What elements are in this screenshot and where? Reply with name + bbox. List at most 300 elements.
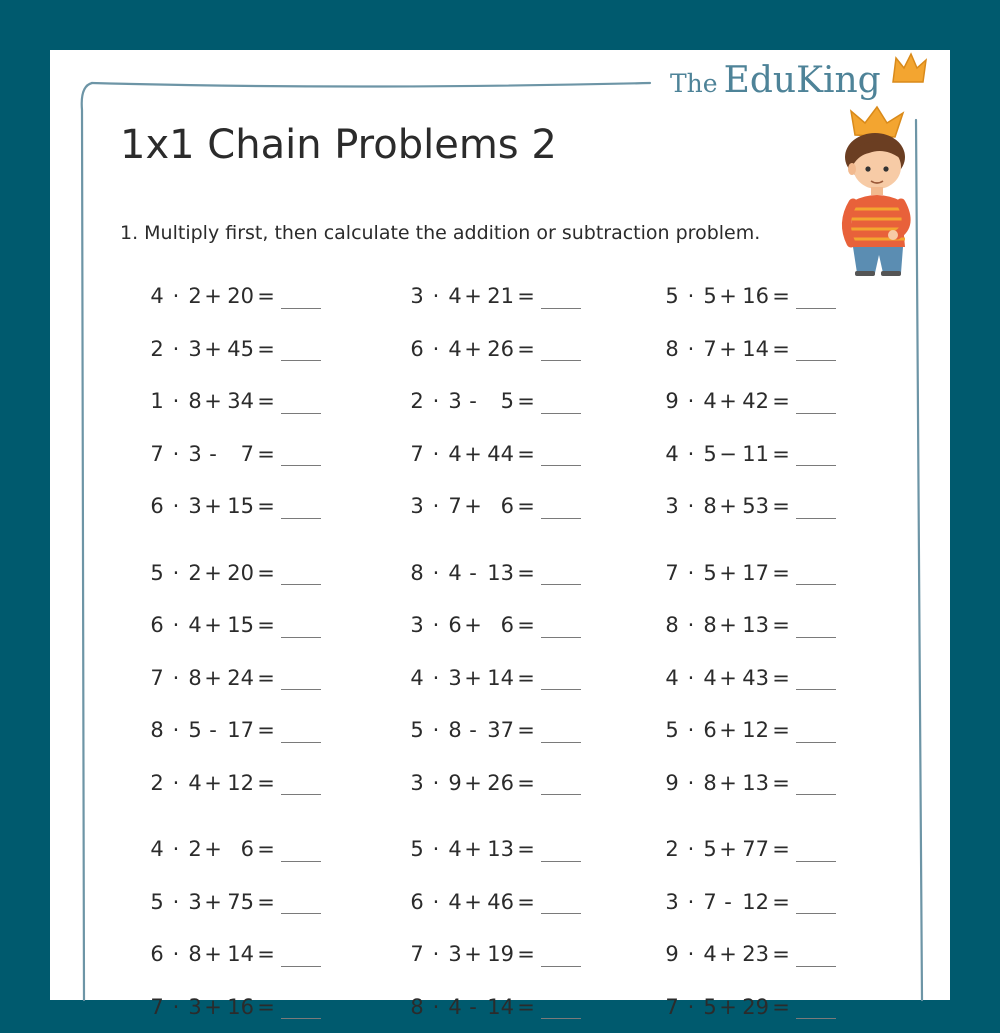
problem-row xyxy=(410,375,620,428)
operator-sign: + xyxy=(202,284,224,308)
page-title: 1x1 Chain Problems 2 xyxy=(120,122,557,168)
answer-blank[interactable] xyxy=(541,770,581,795)
answer-blank[interactable] xyxy=(796,770,836,795)
factor-1: 3 xyxy=(665,890,679,914)
factor-1: 8 xyxy=(410,995,424,1019)
crown-icon xyxy=(890,52,930,86)
multiply-sign: · xyxy=(424,942,448,966)
king-mascot-icon xyxy=(833,105,923,277)
problem-row xyxy=(410,823,620,876)
problem-row xyxy=(665,757,875,810)
addend: 14 xyxy=(484,995,514,1019)
equals-sign: = xyxy=(514,837,538,861)
operator-sign: + xyxy=(462,442,484,466)
factor-1: 4 xyxy=(410,666,424,690)
answer-blank[interactable] xyxy=(796,494,836,519)
factor-2: 3 xyxy=(448,389,462,413)
multiply-sign: · xyxy=(424,337,448,361)
factor-2: 4 xyxy=(448,284,462,308)
answer-blank[interactable] xyxy=(796,336,836,361)
multiply-sign: · xyxy=(679,561,703,585)
equals-sign: = xyxy=(769,890,793,914)
equals-sign: = xyxy=(254,837,278,861)
factor-2: 3 xyxy=(188,494,202,518)
multiply-sign: · xyxy=(164,561,188,585)
factor-1: 8 xyxy=(665,337,679,361)
answer-blank[interactable] xyxy=(541,942,581,967)
multiply-sign: · xyxy=(164,995,188,1019)
equals-sign: = xyxy=(769,942,793,966)
factor-2: 4 xyxy=(703,389,717,413)
factor-1: 7 xyxy=(150,666,164,690)
addend: 53 xyxy=(739,494,769,518)
addend: 12 xyxy=(739,890,769,914)
addend: 17 xyxy=(739,561,769,585)
answer-blank[interactable] xyxy=(796,718,836,743)
operator-sign: + xyxy=(202,890,224,914)
answer-blank[interactable] xyxy=(281,560,321,585)
answer-blank[interactable] xyxy=(281,837,321,862)
answer-blank[interactable] xyxy=(281,441,321,466)
multiply-sign: · xyxy=(424,837,448,861)
factor-1: 7 xyxy=(665,995,679,1019)
task-instruction: 1. Multiply first, then calculate the addition or subtraction problem. xyxy=(120,222,760,244)
problem-column-1 xyxy=(150,270,360,1033)
factor-1: 5 xyxy=(150,561,164,585)
answer-blank[interactable] xyxy=(281,389,321,414)
addend: 11 xyxy=(739,442,769,466)
operator-sign: + xyxy=(202,494,224,518)
factor-2: 6 xyxy=(703,718,717,742)
equals-sign: = xyxy=(769,613,793,637)
factor-2: 5 xyxy=(703,837,717,861)
factor-1: 2 xyxy=(150,771,164,795)
answer-blank[interactable] xyxy=(541,613,581,638)
operator-sign: - xyxy=(462,561,484,585)
addend: 13 xyxy=(739,771,769,795)
answer-blank[interactable] xyxy=(541,718,581,743)
problem-row xyxy=(150,652,360,705)
multiply-sign: · xyxy=(164,942,188,966)
factor-2: 8 xyxy=(188,389,202,413)
multiply-sign: · xyxy=(679,771,703,795)
factor-1: 7 xyxy=(410,942,424,966)
operator-sign: + xyxy=(202,337,224,361)
problem-row xyxy=(150,375,360,428)
answer-blank[interactable] xyxy=(796,994,836,1019)
equals-sign: = xyxy=(514,942,538,966)
addend: 45 xyxy=(224,337,254,361)
problem-row xyxy=(150,428,360,481)
factor-2: 3 xyxy=(448,666,462,690)
factor-2: 8 xyxy=(188,942,202,966)
addend: 14 xyxy=(224,942,254,966)
operator-sign: - xyxy=(717,890,739,914)
addend: 6 xyxy=(484,613,514,637)
operator-sign: + xyxy=(462,284,484,308)
answer-blank[interactable] xyxy=(541,441,581,466)
operator-sign: + xyxy=(202,942,224,966)
operator-sign: + xyxy=(717,389,739,413)
equals-sign: = xyxy=(514,337,538,361)
problem-row xyxy=(410,547,620,600)
multiply-sign: · xyxy=(164,442,188,466)
operator-sign: - xyxy=(462,389,484,413)
addend: 42 xyxy=(739,389,769,413)
factor-2: 4 xyxy=(448,442,462,466)
addend: 6 xyxy=(224,837,254,861)
operator-sign: + xyxy=(462,771,484,795)
answer-blank[interactable] xyxy=(796,284,836,309)
equals-sign: = xyxy=(254,494,278,518)
problem-row xyxy=(665,547,875,600)
multiply-sign: · xyxy=(164,718,188,742)
equals-sign: = xyxy=(514,718,538,742)
problem-row xyxy=(665,599,875,652)
factor-2: 5 xyxy=(703,442,717,466)
equals-sign: = xyxy=(514,284,538,308)
addend: 16 xyxy=(224,995,254,1019)
multiply-sign: · xyxy=(164,613,188,637)
multiply-sign: · xyxy=(679,666,703,690)
factor-1: 5 xyxy=(150,890,164,914)
factor-1: 7 xyxy=(150,995,164,1019)
factor-1: 9 xyxy=(665,942,679,966)
multiply-sign: · xyxy=(164,494,188,518)
operator-sign: + xyxy=(717,995,739,1019)
factor-2: 4 xyxy=(188,613,202,637)
problem-row xyxy=(410,652,620,705)
problem-column-3 xyxy=(665,270,875,1033)
operator-sign: + xyxy=(717,837,739,861)
multiply-sign: · xyxy=(679,995,703,1019)
answer-blank[interactable] xyxy=(541,560,581,585)
operator-sign: + xyxy=(462,837,484,861)
answer-blank[interactable] xyxy=(281,889,321,914)
brand-logo xyxy=(670,60,881,101)
problem-row xyxy=(410,981,620,1033)
multiply-sign: · xyxy=(424,718,448,742)
multiply-sign: · xyxy=(424,561,448,585)
operator-sign: − xyxy=(717,442,739,466)
operator-sign: + xyxy=(717,718,739,742)
operator-sign: + xyxy=(462,942,484,966)
addend: 14 xyxy=(739,337,769,361)
multiply-sign: · xyxy=(679,389,703,413)
factor-1: 3 xyxy=(410,494,424,518)
multiply-sign: · xyxy=(424,284,448,308)
answer-blank[interactable] xyxy=(796,942,836,967)
factor-1: 5 xyxy=(665,718,679,742)
addend: 12 xyxy=(739,718,769,742)
multiply-sign: · xyxy=(679,890,703,914)
multiply-sign: · xyxy=(164,771,188,795)
factor-2: 4 xyxy=(703,666,717,690)
factor-2: 5 xyxy=(703,284,717,308)
problem-row xyxy=(150,757,360,810)
factor-1: 8 xyxy=(665,613,679,637)
operator-sign: + xyxy=(202,666,224,690)
factor-1: 6 xyxy=(150,942,164,966)
equals-sign: = xyxy=(254,718,278,742)
equals-sign: = xyxy=(254,995,278,1019)
factor-1: 2 xyxy=(150,337,164,361)
factor-1: 3 xyxy=(410,284,424,308)
operator-sign: - xyxy=(462,718,484,742)
addend: 44 xyxy=(484,442,514,466)
factor-2: 9 xyxy=(448,771,462,795)
problem-row xyxy=(410,876,620,929)
addend: 20 xyxy=(224,561,254,585)
addend: 23 xyxy=(739,942,769,966)
equals-sign: = xyxy=(254,284,278,308)
addend: 20 xyxy=(224,284,254,308)
factor-2: 2 xyxy=(188,837,202,861)
operator-sign: + xyxy=(717,771,739,795)
equals-sign: = xyxy=(514,389,538,413)
factor-2: 5 xyxy=(703,995,717,1019)
problem-row xyxy=(665,823,875,876)
answer-blank[interactable] xyxy=(541,665,581,690)
answer-blank[interactable] xyxy=(281,718,321,743)
factor-1: 3 xyxy=(665,494,679,518)
equals-sign: = xyxy=(254,561,278,585)
addend: 12 xyxy=(224,771,254,795)
problem-row xyxy=(665,428,875,481)
factor-2: 4 xyxy=(448,995,462,1019)
problem-row xyxy=(665,270,875,323)
addend: 16 xyxy=(739,284,769,308)
equals-sign: = xyxy=(769,718,793,742)
multiply-sign: · xyxy=(679,284,703,308)
operator-sign: + xyxy=(462,494,484,518)
factor-2: 7 xyxy=(703,337,717,361)
multiply-sign: · xyxy=(164,890,188,914)
answer-blank[interactable] xyxy=(796,665,836,690)
problem-row xyxy=(150,599,360,652)
factor-2: 8 xyxy=(703,494,717,518)
operator-sign: + xyxy=(202,561,224,585)
operator-sign: + xyxy=(717,942,739,966)
factor-2: 6 xyxy=(448,613,462,637)
answer-blank[interactable] xyxy=(796,441,836,466)
addend: 13 xyxy=(484,837,514,861)
equals-sign: = xyxy=(514,771,538,795)
problem-row xyxy=(410,928,620,981)
equals-sign: = xyxy=(254,771,278,795)
factor-2: 3 xyxy=(188,890,202,914)
worksheet-page xyxy=(50,50,950,1000)
problem-row xyxy=(410,480,620,533)
operator-sign: - xyxy=(202,718,224,742)
factor-2: 3 xyxy=(448,942,462,966)
answer-blank[interactable] xyxy=(281,770,321,795)
answer-blank[interactable] xyxy=(541,389,581,414)
problem-row xyxy=(150,876,360,929)
equals-sign: = xyxy=(769,284,793,308)
equals-sign: = xyxy=(769,561,793,585)
multiply-sign: · xyxy=(424,995,448,1019)
answer-blank[interactable] xyxy=(281,494,321,519)
multiply-sign: · xyxy=(679,613,703,637)
addend: 17 xyxy=(224,718,254,742)
factor-1: 8 xyxy=(150,718,164,742)
multiply-sign: · xyxy=(424,890,448,914)
factor-2: 2 xyxy=(188,561,202,585)
factor-1: 5 xyxy=(665,284,679,308)
operator-sign: - xyxy=(462,995,484,1019)
multiply-sign: · xyxy=(164,666,188,690)
addend: 46 xyxy=(484,890,514,914)
equals-sign: = xyxy=(254,613,278,637)
equals-sign: = xyxy=(769,494,793,518)
factor-1: 2 xyxy=(410,389,424,413)
answer-blank[interactable] xyxy=(281,284,321,309)
equals-sign: = xyxy=(514,613,538,637)
equals-sign: = xyxy=(514,666,538,690)
multiply-sign: · xyxy=(679,494,703,518)
multiply-sign: · xyxy=(424,771,448,795)
multiply-sign: · xyxy=(164,337,188,361)
equals-sign: = xyxy=(514,494,538,518)
equals-sign: = xyxy=(254,389,278,413)
addend: 77 xyxy=(739,837,769,861)
operator-sign: + xyxy=(717,284,739,308)
factor-1: 8 xyxy=(410,561,424,585)
factor-1: 5 xyxy=(410,718,424,742)
problem-row xyxy=(665,375,875,428)
brand-name: EduKing xyxy=(724,60,881,101)
multiply-sign: · xyxy=(164,284,188,308)
equals-sign: = xyxy=(769,837,793,861)
answer-blank[interactable] xyxy=(281,665,321,690)
answer-blank[interactable] xyxy=(541,889,581,914)
problem-row xyxy=(150,323,360,376)
answer-blank[interactable] xyxy=(281,336,321,361)
factor-2: 3 xyxy=(188,337,202,361)
factor-2: 8 xyxy=(188,666,202,690)
multiply-sign: · xyxy=(424,666,448,690)
factor-2: 8 xyxy=(703,613,717,637)
problem-row xyxy=(150,547,360,600)
problem-row xyxy=(150,704,360,757)
factor-2: 2 xyxy=(188,284,202,308)
equals-sign: = xyxy=(769,442,793,466)
factor-2: 8 xyxy=(703,771,717,795)
addend: 19 xyxy=(484,942,514,966)
multiply-sign: · xyxy=(424,442,448,466)
addend: 13 xyxy=(484,561,514,585)
answer-blank[interactable] xyxy=(796,613,836,638)
factor-1: 6 xyxy=(410,890,424,914)
addend: 14 xyxy=(484,666,514,690)
addend: 7 xyxy=(224,442,254,466)
factor-2: 5 xyxy=(188,718,202,742)
problem-row xyxy=(410,428,620,481)
operator-sign: + xyxy=(717,561,739,585)
problem-row xyxy=(665,704,875,757)
factor-2: 4 xyxy=(448,561,462,585)
answer-blank[interactable] xyxy=(796,837,836,862)
problem-row xyxy=(150,823,360,876)
problem-row xyxy=(665,928,875,981)
operator-sign: + xyxy=(717,613,739,637)
answer-blank[interactable] xyxy=(541,837,581,862)
equals-sign: = xyxy=(254,942,278,966)
addend: 13 xyxy=(739,613,769,637)
addend: 26 xyxy=(484,771,514,795)
problem-row xyxy=(410,323,620,376)
addend: 43 xyxy=(739,666,769,690)
problem-row xyxy=(410,270,620,323)
addend: 37 xyxy=(484,718,514,742)
answer-blank[interactable] xyxy=(281,613,321,638)
equals-sign: = xyxy=(514,561,538,585)
answer-blank[interactable] xyxy=(541,494,581,519)
equals-sign: = xyxy=(769,995,793,1019)
operator-sign: + xyxy=(717,666,739,690)
problem-row xyxy=(410,757,620,810)
answer-blank[interactable] xyxy=(796,889,836,914)
operator-sign: + xyxy=(462,890,484,914)
factor-2: 4 xyxy=(703,942,717,966)
factor-1: 6 xyxy=(410,337,424,361)
equals-sign: = xyxy=(769,389,793,413)
addend: 5 xyxy=(484,389,514,413)
equals-sign: = xyxy=(514,890,538,914)
multiply-sign: · xyxy=(424,494,448,518)
operator-sign: + xyxy=(717,337,739,361)
addend: 34 xyxy=(224,389,254,413)
factor-1: 4 xyxy=(150,837,164,861)
answer-blank[interactable] xyxy=(541,994,581,1019)
problem-column-2 xyxy=(410,270,620,1033)
equals-sign: = xyxy=(769,771,793,795)
factor-1: 6 xyxy=(150,613,164,637)
equals-sign: = xyxy=(769,337,793,361)
answer-blank[interactable] xyxy=(281,942,321,967)
problem-row xyxy=(150,480,360,533)
multiply-sign: · xyxy=(679,718,703,742)
answer-blank[interactable] xyxy=(541,336,581,361)
factor-2: 3 xyxy=(188,995,202,1019)
addend: 29 xyxy=(739,995,769,1019)
factor-1: 7 xyxy=(665,561,679,585)
equals-sign: = xyxy=(514,995,538,1019)
factor-1: 9 xyxy=(665,771,679,795)
multiply-sign: · xyxy=(164,389,188,413)
answer-blank[interactable] xyxy=(796,560,836,585)
factor-2: 4 xyxy=(188,771,202,795)
factor-2: 8 xyxy=(448,718,462,742)
answer-blank[interactable] xyxy=(796,389,836,414)
answer-blank[interactable] xyxy=(541,284,581,309)
multiply-sign: · xyxy=(164,837,188,861)
equals-sign: = xyxy=(514,442,538,466)
operator-sign: + xyxy=(202,771,224,795)
factor-2: 3 xyxy=(188,442,202,466)
problem-row xyxy=(150,928,360,981)
problem-row xyxy=(665,876,875,929)
operator-sign: + xyxy=(717,494,739,518)
factor-2: 7 xyxy=(448,494,462,518)
multiply-sign: · xyxy=(679,442,703,466)
problem-row xyxy=(150,270,360,323)
addend: 15 xyxy=(224,494,254,518)
factor-2: 4 xyxy=(448,337,462,361)
answer-blank[interactable] xyxy=(281,994,321,1019)
multiply-sign: · xyxy=(424,613,448,637)
